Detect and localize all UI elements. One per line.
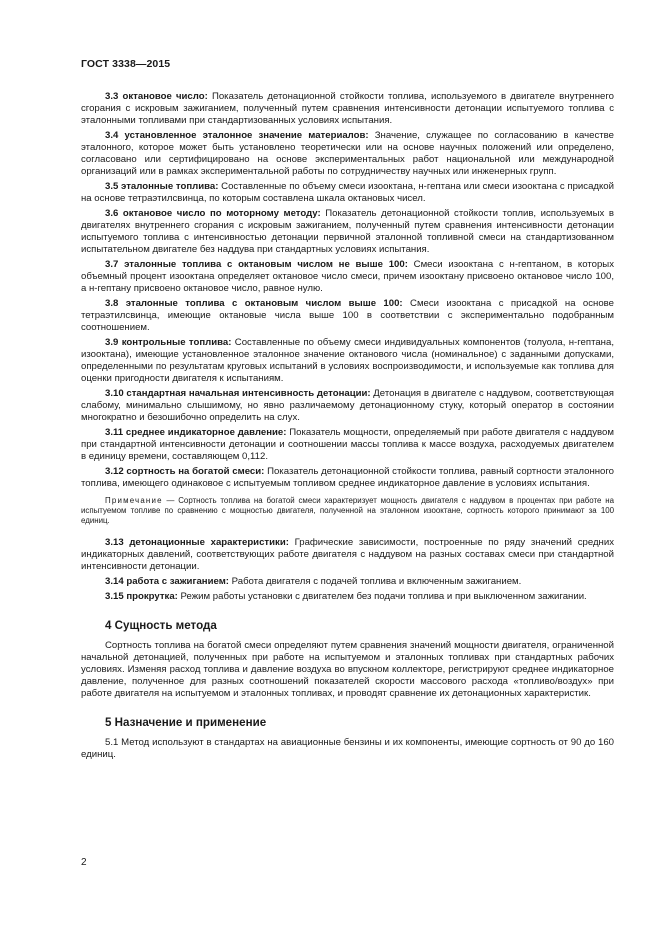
definition-term: 3.14 работа с зажиганием: xyxy=(105,575,229,587)
definition-3-7 xyxy=(81,259,614,295)
definition-text: Показатель детонационной стойкости топлив, используемых в двигателях внутреннего сгорания с искровым зажиганием, полученный путем сравнения интенсивности детонации испытуемого топлива с интенсивностью детонации первичной эталонной топливной смеси на стандартизованном испытательном двигателе без наддува при стандартных условиях испытания. xyxy=(81,208,614,255)
definition-3-3 xyxy=(81,91,614,127)
definition-text: Смеси изооктана с присадкой на основе тетраэтилсвинца, имеющие октановые числа выше 100 в соответствии с экспериментально подобранным соотношением. xyxy=(81,298,615,333)
definition-term: 3.3 октановое число: xyxy=(105,91,208,102)
section-5-heading: 5 Назначение и применение xyxy=(105,715,267,729)
definition-term: 3.11 среднее индикаторное давление: xyxy=(105,427,287,438)
definition-3-15 xyxy=(81,591,614,603)
note-label: Примечание xyxy=(105,496,163,505)
definition-3-11 xyxy=(81,427,614,463)
note-text: — Сортность топлива на богатой смеси характеризует мощность двигателя с наддувом в процентах при работе на испытуемом топливе по сравнению с мощностью двигателя, полученной на эталонном изооктане, сортность которого принимают за 100 единиц. xyxy=(81,496,614,526)
document-header: ГОСТ 3338—2015 xyxy=(81,58,171,70)
definition-term: 3.15 прокрутка: xyxy=(105,590,178,602)
definition-term: 3.5 эталонные топлива: xyxy=(105,181,219,192)
definition-3-5 xyxy=(81,181,614,205)
definition-text: Составленные по объему смеси изооктана, н-гептана или смеси изооктана с присадкой на основе тетраэтилсвинца, по которым составлена шкала октановых чисел. xyxy=(81,181,615,204)
definition-3-14 xyxy=(81,576,614,588)
definition-3-12 xyxy=(81,466,614,490)
definition-3-13 xyxy=(81,537,614,573)
definition-3-4 xyxy=(81,130,614,178)
page-number: 2 xyxy=(81,857,87,868)
definition-3-6 xyxy=(81,208,614,256)
definition-text: Режим работы установки с двигателем без подачи топлива и при выключенном зажигании. xyxy=(177,590,587,602)
definition-term: 3.9 контрольные топлива: xyxy=(105,337,232,348)
definition-term: 3.6 октановое число по моторному методу: xyxy=(105,208,321,219)
definition-text: Графические зависимости, построенные по ряду значений средних индикаторных давлений, соответствующих работе двигателя с наддувом на разных составах смеси при стандартной интенсивности детонации. xyxy=(81,536,614,572)
definition-text: Показатель детонационной стойкости топлива, равный сортности эталонного топлива, имеющего одинаковое с испытуемым топливом среднее индикаторное давление в условиях испытания. xyxy=(81,466,614,489)
definition-text: Составленные по объему смеси индивидуальных компонентов (толуола, н-гептана, изооктана), имеющие установленное эталонное значение октанового числа (номинальное) с заданными допусками, определенными по результатам круговых испытаний в условиях воспроизводимости, и используемые как топлива для оценки пригодности двигателя к испытаниям. xyxy=(81,337,614,384)
definition-3-10 xyxy=(81,388,614,424)
definition-term: 3.10 стандартная начальная интенсивность детонации: xyxy=(105,388,371,399)
section-4-heading: 4 Сущность метода xyxy=(105,618,217,632)
definition-text: Смеси изооктана с н-гептаном, в которых объемный процент изооктана определяет октановое число смеси, причем изооктану присвоено октановое число 100, а н-гептану присвоено октановое число, равное нулю. xyxy=(81,259,614,294)
definition-text: Показатель детонационной стойкости топлива, используемого в двигателе внутреннего сгорания с искровым зажиганием, полученный путем сравнения интенсивности детонации испытуемого топлива с эталонными топливами при стандартизованных условиях испытания. xyxy=(81,91,614,126)
definition-text: Показатель мощности, определяемый при работе двигателя с наддувом при стандартной интенсивности детонации и соотношении массы топлива к массе воздуха, расходуемых двигателем в единицу времени, составляющем 0,112. xyxy=(81,427,614,462)
definition-text: Детонация в двигателе с наддувом, соответствующая слабому, минимально слышимому, но явно различаемому детонационному стуку, который оператор в состоянии многократно и безошибочно определить на слух. xyxy=(81,388,614,423)
definition-term: 3.7 эталонные топлива с октановым числом не выше 100: xyxy=(105,259,408,270)
definition-3-9 xyxy=(81,337,614,385)
definition-term: 3.12 сортность на богатой смеси: xyxy=(105,466,265,477)
definition-text: Значение, служащее по согласованию в качестве эталонного, которое может быть установлено теоретически или на основе научных положений или определено, согласовано или сертифицировано на основе экспериментальных работ национальной или международной организаций или в рамках экспериментальной работы по сотрудничеству научных или инженерных групп. xyxy=(81,130,614,177)
section-5-text: 5.1 Метод используют в стандартах на авиационные бензины и их компоненты, имеющие сортность от 90 до 160 единиц. xyxy=(81,736,614,760)
document-body xyxy=(81,91,614,764)
section-4-text: Сортность топлива на богатой смеси определяют путем сравнения значений мощности двигателя, ограниченной начальной детонацией, полученных при работе на испытуемом и эталонных топливах при стандартных рабочих условиях. Изменяя расход топлива и давление воздуха во впускном коллекторе, регистрируют среднее индикаторное давление, полученное для разных соотношений показателей скорости массового расхода «топливо/воздух» при работе двигателя на испытуемом и эталонных топливах, и проводят сравнение их детонационных характеристик. xyxy=(81,639,614,699)
definition-term: 3.13 детонационные характеристики: xyxy=(105,536,289,548)
definition-term: 3.8 эталонные топлива с октановым числом выше 100: xyxy=(105,298,403,309)
definition-text: Работа двигателя с подачей топлива и включенным зажиганием. xyxy=(228,575,522,587)
note xyxy=(81,496,614,527)
definition-3-8 xyxy=(81,298,614,334)
definition-term: 3.4 установленное эталонное значение материалов: xyxy=(105,130,369,141)
